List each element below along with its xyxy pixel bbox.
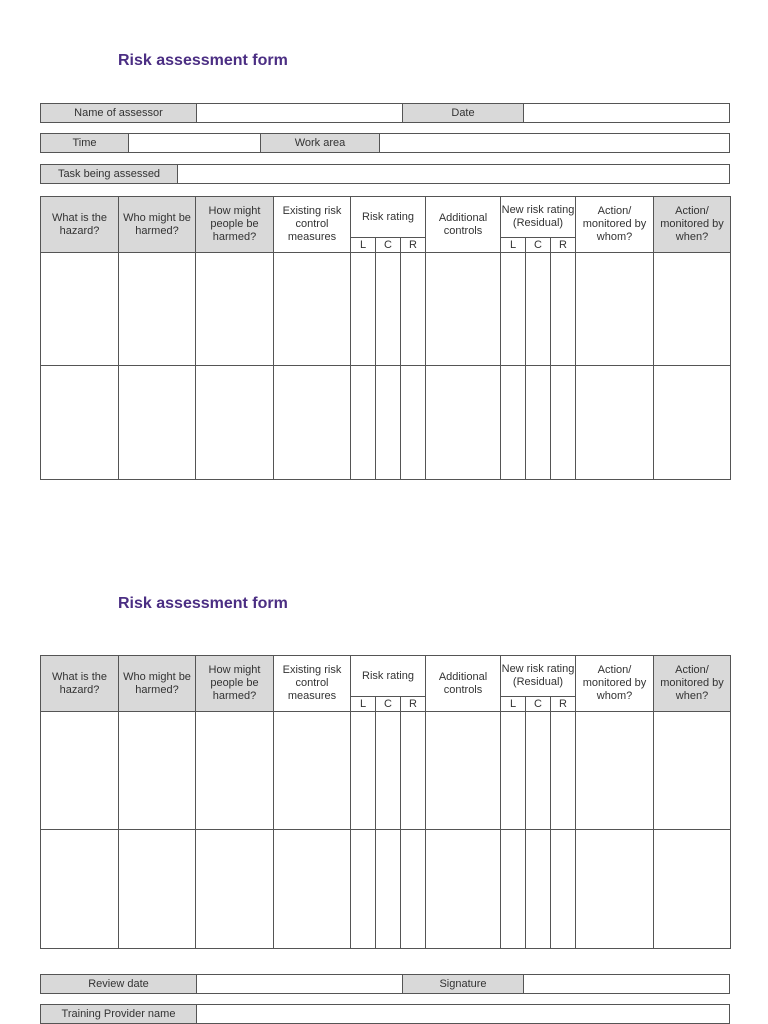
table-row	[41, 366, 731, 480]
assessor-field[interactable]	[197, 104, 403, 122]
table-cell[interactable]	[196, 253, 274, 366]
table-cell[interactable]	[426, 253, 501, 366]
table-cell[interactable]	[654, 253, 731, 366]
task-row	[40, 164, 730, 184]
table-cell[interactable]	[274, 830, 351, 949]
new-risk-r-header: R	[551, 697, 576, 712]
table-row	[41, 830, 731, 949]
table-cell[interactable]	[401, 253, 426, 366]
task-label: Task being assessed	[41, 165, 178, 183]
table-cell[interactable]	[196, 712, 274, 830]
time-field[interactable]	[129, 134, 261, 152]
table-cell[interactable]	[654, 366, 731, 480]
table-cell[interactable]	[426, 366, 501, 480]
provider-label: Training Provider name	[41, 1005, 197, 1023]
table-cell[interactable]	[501, 253, 526, 366]
table-cell[interactable]	[351, 712, 376, 830]
assessor-label: Name of assessor	[41, 104, 197, 122]
hazard-header: What is the hazard?	[41, 656, 119, 712]
new-risk-c-header: C	[526, 238, 551, 253]
table-row	[41, 712, 731, 830]
table-cell[interactable]	[376, 830, 401, 949]
table-cell[interactable]	[196, 366, 274, 480]
table-cell[interactable]	[119, 830, 196, 949]
who-header: Who might be harmed?	[119, 197, 196, 253]
table-cell[interactable]	[526, 253, 551, 366]
signature-label: Signature	[403, 975, 524, 993]
existing-controls-header: Existing risk control measures	[274, 197, 351, 253]
new-risk-rating-header: New risk rating (Residual)	[501, 197, 576, 238]
table-cell[interactable]	[41, 366, 119, 480]
table-cell[interactable]	[376, 712, 401, 830]
provider-field[interactable]	[197, 1005, 729, 1023]
time-label: Time	[41, 134, 129, 152]
table-cell[interactable]	[119, 253, 196, 366]
new-risk-rating-header: New risk rating (Residual)	[501, 656, 576, 697]
provider-row	[40, 1004, 730, 1024]
table-cell[interactable]	[196, 830, 274, 949]
review-date-label: Review date	[41, 975, 197, 993]
additional-controls-header: Additional controls	[426, 197, 501, 253]
signature-field[interactable]	[524, 975, 729, 993]
time-workarea-row	[40, 133, 730, 153]
task-field[interactable]	[178, 165, 729, 183]
table-cell[interactable]	[526, 366, 551, 480]
table-cell[interactable]	[654, 712, 731, 830]
new-risk-r-header: R	[551, 238, 576, 253]
table-cell[interactable]	[401, 712, 426, 830]
table-cell[interactable]	[551, 366, 576, 480]
action-whom-header: Action/ monitored by whom?	[576, 656, 654, 712]
work-area-field[interactable]	[380, 134, 729, 152]
risk-c-header: C	[376, 238, 401, 253]
table-cell[interactable]	[576, 830, 654, 949]
additional-controls-header: Additional controls	[426, 656, 501, 712]
table-cell[interactable]	[401, 830, 426, 949]
risk-rating-header: Risk rating	[351, 656, 426, 697]
risk-r-header: R	[401, 697, 426, 712]
work-area-label: Work area	[261, 134, 380, 152]
risk-l-header: L	[351, 697, 376, 712]
risk-rating-header: Risk rating	[351, 197, 426, 238]
table-cell[interactable]	[351, 253, 376, 366]
table-cell[interactable]	[401, 366, 426, 480]
risk-table	[40, 196, 731, 480]
table-cell[interactable]	[274, 712, 351, 830]
table-cell[interactable]	[426, 712, 501, 830]
how-header: How might people be harmed?	[196, 197, 274, 253]
action-when-header: Action/ monitored by when?	[654, 656, 731, 712]
form-title: Risk assessment form	[118, 595, 288, 612]
table-cell[interactable]	[274, 366, 351, 480]
table-cell[interactable]	[501, 366, 526, 480]
table-cell[interactable]	[376, 253, 401, 366]
table-cell[interactable]	[41, 830, 119, 949]
action-whom-header: Action/ monitored by whom?	[576, 197, 654, 253]
table-cell[interactable]	[551, 253, 576, 366]
new-risk-l-header: L	[501, 238, 526, 253]
table-cell[interactable]	[41, 712, 119, 830]
table-cell[interactable]	[654, 830, 731, 949]
table-row	[41, 253, 731, 366]
date-label: Date	[403, 104, 524, 122]
action-when-header: Action/ monitored by when?	[654, 197, 731, 253]
how-header: How might people be harmed?	[196, 656, 274, 712]
table-cell[interactable]	[576, 253, 654, 366]
table-cell[interactable]	[426, 830, 501, 949]
table-cell[interactable]	[119, 712, 196, 830]
review-signature-row	[40, 974, 730, 994]
table-cell[interactable]	[351, 366, 376, 480]
hazard-header: What is the hazard?	[41, 197, 119, 253]
risk-table	[40, 655, 731, 949]
table-cell[interactable]	[351, 830, 376, 949]
new-risk-l-header: L	[501, 697, 526, 712]
risk-l-header: L	[351, 238, 376, 253]
new-risk-c-header: C	[526, 697, 551, 712]
table-cell[interactable]	[576, 712, 654, 830]
review-date-field[interactable]	[197, 975, 403, 993]
table-cell[interactable]	[501, 712, 526, 830]
table-cell[interactable]	[551, 830, 576, 949]
table-cell[interactable]	[376, 366, 401, 480]
table-cell[interactable]	[551, 712, 576, 830]
table-cell[interactable]	[526, 830, 551, 949]
table-cell[interactable]	[526, 712, 551, 830]
table-cell[interactable]	[274, 253, 351, 366]
form-title: Risk assessment form	[118, 52, 288, 69]
table-cell[interactable]	[41, 253, 119, 366]
risk-c-header: C	[376, 697, 401, 712]
table-cell[interactable]	[501, 830, 526, 949]
assessor-date-row	[40, 103, 730, 123]
who-header: Who might be harmed?	[119, 656, 196, 712]
risk-r-header: R	[401, 238, 426, 253]
table-cell[interactable]	[119, 366, 196, 480]
existing-controls-header: Existing risk control measures	[274, 656, 351, 712]
date-field[interactable]	[524, 104, 729, 122]
table-cell[interactable]	[576, 366, 654, 480]
